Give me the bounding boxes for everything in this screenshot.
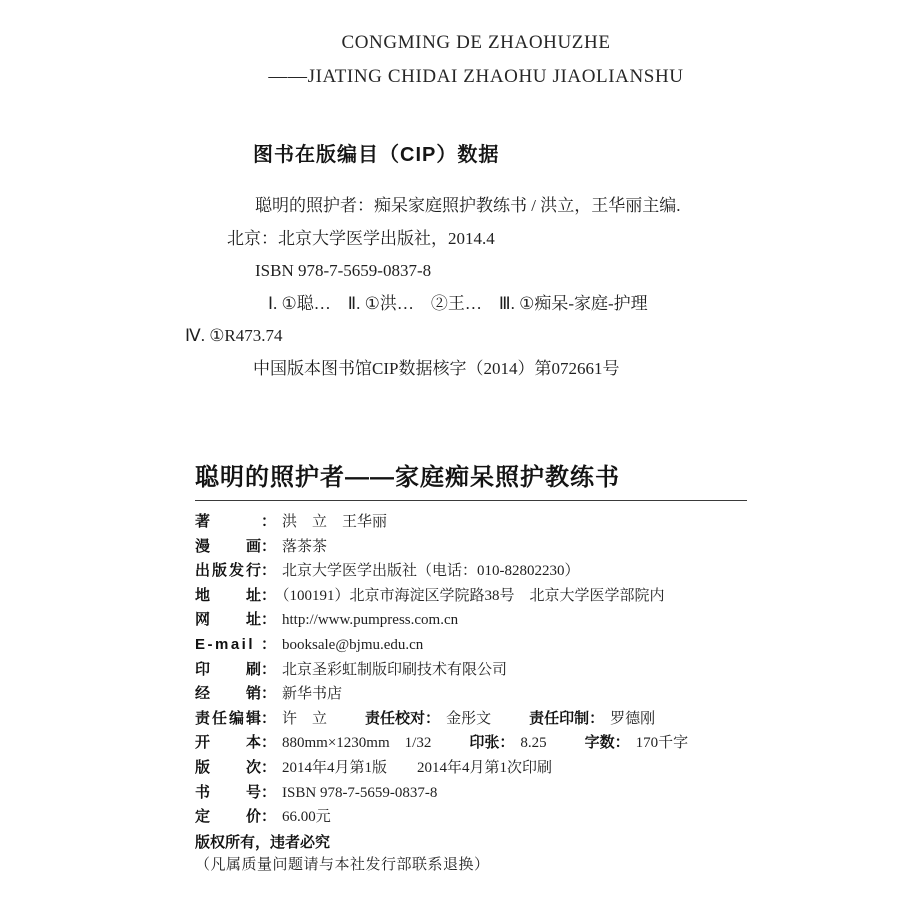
field-value: 2014年4月第1版 2014年4月第1次印刷 — [282, 759, 553, 776]
colophon-row — [195, 658, 747, 683]
colophon-row — [195, 559, 747, 584]
copyright-notice: 版权所有，违者必究 — [195, 833, 331, 851]
colophon-row — [195, 608, 747, 633]
label-colon: ： — [261, 513, 277, 530]
field-value: （100191）北京市海淀区学院路38号 北京大学医学部院内 — [282, 587, 665, 604]
field-value: 金彤文 — [446, 710, 492, 727]
field-label: 印张 — [469, 734, 500, 752]
label-colon: ： — [499, 734, 515, 752]
field-label: 出版发行 — [195, 562, 261, 580]
colophon-row — [195, 731, 747, 756]
label-colon: ： — [261, 586, 277, 604]
field-label: 版次 — [195, 758, 261, 776]
colophon-row — [195, 535, 747, 560]
label-colon: ： — [261, 611, 277, 629]
label-colon: ： — [261, 808, 277, 826]
field-value: 新华书店 — [282, 686, 343, 703]
cip-line: 北京：北京大学医学出版社，2014.4 — [227, 228, 495, 248]
field-label: 漫画 — [195, 537, 261, 555]
field-value: 北京圣彩虹制版印刷技术有限公司 — [282, 661, 508, 678]
cip-line: Ⅳ. ①R473.74 — [185, 326, 283, 345]
field-label: 定价 — [195, 808, 261, 826]
colophon-block — [195, 462, 747, 878]
pinyin-header — [0, 26, 900, 94]
field-value: booksale@bjmu.edu.cn — [282, 636, 424, 653]
field-label: 印刷 — [195, 660, 261, 678]
title-rule — [195, 500, 747, 501]
field-value: 罗德刚 — [610, 710, 656, 727]
colophon-row — [195, 781, 747, 806]
field-label: 开本 — [195, 734, 261, 752]
cip-heading: 图书在版编目（CIP）数据 — [253, 144, 500, 166]
field-label: 书号 — [195, 783, 261, 801]
label-colon: ： — [261, 685, 277, 703]
field-value: 8.25 — [520, 735, 547, 752]
label-colon: ： — [261, 783, 277, 801]
label-colon: ： — [261, 660, 277, 678]
label-colon: ： — [261, 537, 277, 555]
field-value: 落茶茶 — [282, 538, 328, 555]
colophon-row — [195, 756, 747, 781]
field-value: 170千字 — [635, 735, 689, 752]
cip-line: 中国版本图书馆CIP数据核字（2014）第072661号 — [253, 358, 620, 378]
field-label: E-mail — [195, 635, 256, 653]
field-label: 地址 — [195, 586, 261, 604]
colophon-row — [195, 707, 747, 732]
quality-note: （凡属质量问题请与本社发行部联系退换） — [195, 857, 490, 874]
colophon-row — [195, 682, 747, 707]
field-label: 经销 — [195, 685, 261, 703]
book-title: 聪明的照护者——家庭痴呆照护教练书 — [195, 464, 620, 491]
cip-line: ISBN 978-7-5659-0837-8 — [255, 261, 432, 280]
field-value: 66.00元 — [282, 809, 331, 826]
cip-line: 聪明的照护者：痴呆家庭照护教练书 / 洪立，王华丽主编. — [255, 196, 681, 215]
label-colon: ： — [261, 758, 277, 776]
field-label: 责任编辑 — [195, 709, 261, 727]
field-label: 责任印制 — [529, 709, 590, 727]
colophon-row — [195, 633, 747, 658]
field-label: 责任校对 — [365, 709, 426, 727]
label-colon: ： — [261, 709, 277, 727]
label-colon: ： — [261, 562, 277, 580]
field-label: 网址 — [195, 611, 261, 629]
field-value: ISBN 978-7-5659-0837-8 — [282, 784, 438, 801]
label-colon: ： — [589, 709, 605, 727]
cip-line: Ⅰ. ①聪… Ⅱ. ①洪… ②王… Ⅲ. ①痴呆-家庭-护理 — [268, 293, 648, 313]
label-colon: ： — [425, 709, 441, 727]
field-value: 北京大学医学出版社（电话：010-82802230） — [282, 563, 580, 580]
cip-lines — [185, 190, 765, 385]
colophon-row — [195, 510, 747, 535]
cip-block — [185, 143, 765, 385]
field-value: 880mm×1230mm 1/32 — [282, 735, 432, 752]
field-value: 洪 立 王华丽 — [282, 514, 388, 530]
label-colon: ： — [614, 734, 630, 752]
pinyin-title-line2: ——JIATING CHIDAI ZHAOHU JIAOLIANSHU — [268, 66, 684, 87]
colophon-row — [195, 584, 747, 609]
colophon-rows — [195, 510, 747, 830]
field-value: http://www.pumpress.com.cn — [282, 612, 459, 629]
colophon-row — [195, 805, 747, 830]
field-label: 著 — [195, 513, 211, 530]
field-label: 字数 — [584, 734, 615, 752]
field-value: 许 立 — [282, 710, 328, 727]
label-colon: ： — [261, 635, 277, 653]
label-colon: ： — [261, 734, 277, 752]
pinyin-title-line1: CONGMING DE ZHAOHUZHE — [341, 32, 611, 53]
